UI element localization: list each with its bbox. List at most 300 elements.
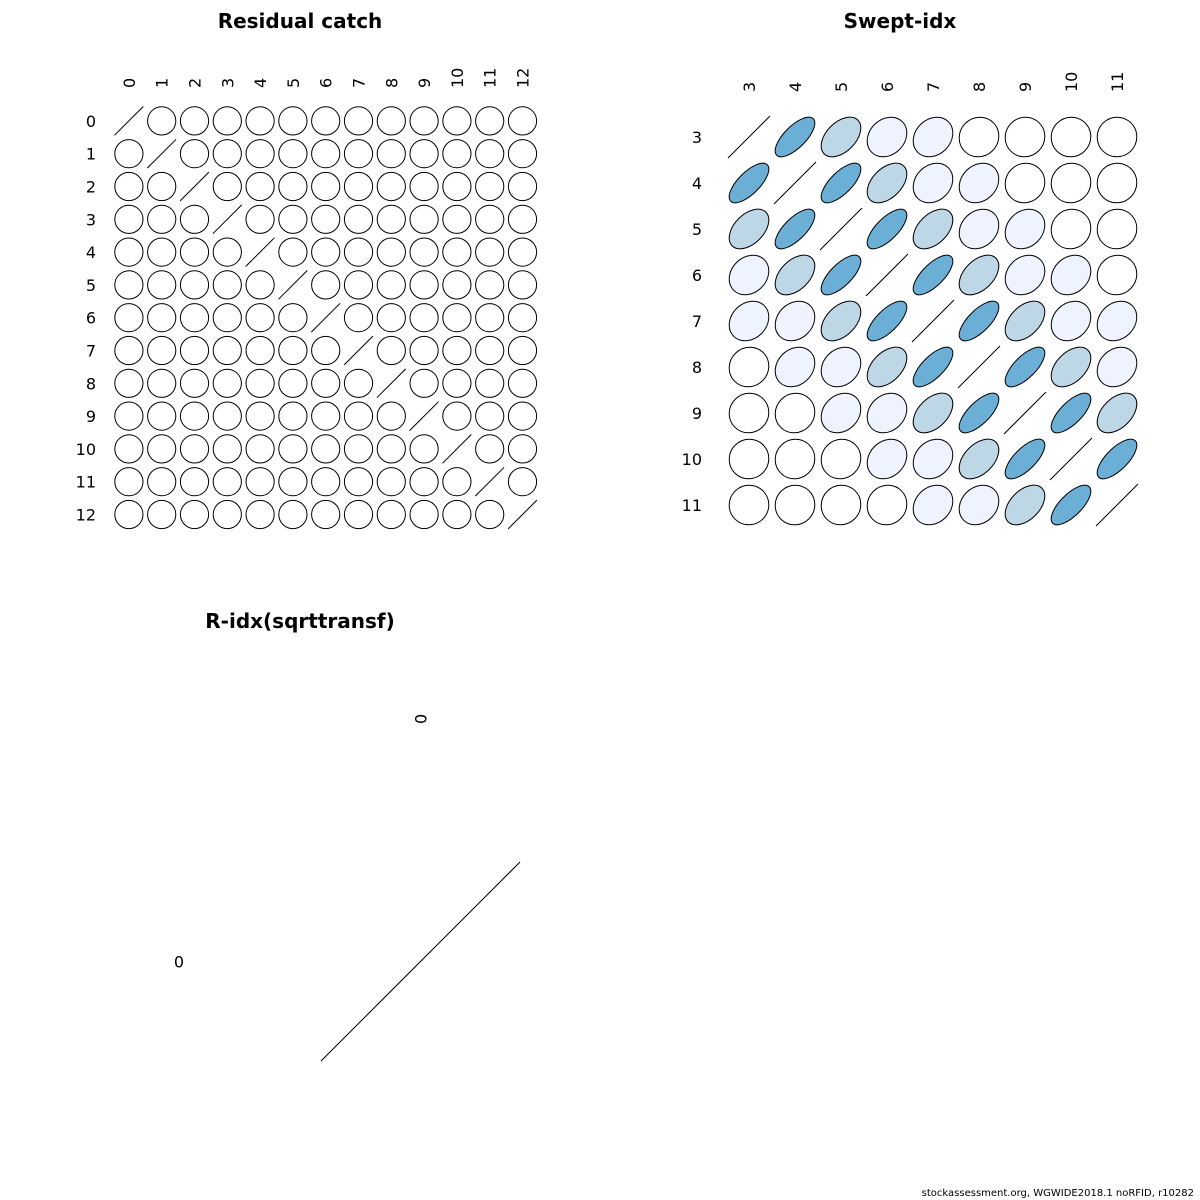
correlation-ellipse	[1089, 247, 1145, 303]
correlation-ellipse	[999, 341, 1051, 393]
correlation-ellipse	[1091, 433, 1143, 485]
correlation-ellipse	[951, 155, 1007, 211]
column-tick-label: 6	[878, 81, 897, 92]
correlation-ellipse	[109, 298, 149, 338]
diagonal-line	[377, 369, 406, 398]
correlation-ellipse	[470, 331, 510, 371]
row-tick-label: 6	[85, 308, 96, 328]
correlation-ellipse	[339, 462, 379, 502]
column-tick-label: 7	[924, 81, 943, 92]
correlation-ellipse	[503, 101, 543, 141]
column-tick-label: 10	[447, 67, 467, 88]
correlation-ellipse	[437, 134, 477, 174]
correlation-ellipse	[109, 363, 149, 403]
correlation-ellipse	[861, 203, 913, 255]
correlation-ellipse	[109, 495, 149, 535]
correlation-ellipse	[175, 101, 215, 141]
correlation-ellipse	[207, 396, 247, 436]
column-tick-label: 7	[349, 77, 369, 88]
column-tick-label: 10	[1062, 71, 1081, 92]
correlation-ellipse	[207, 495, 247, 535]
diagonal-line	[246, 238, 275, 267]
correlation-ellipse	[437, 199, 477, 239]
matrix-swept-idx	[682, 72, 1145, 533]
correlation-ellipse	[503, 396, 543, 436]
correlation-ellipse	[951, 201, 1007, 257]
correlation-ellipse	[273, 232, 313, 272]
correlation-ellipse	[437, 495, 477, 535]
correlation-ellipse	[470, 396, 510, 436]
correlation-ellipse	[951, 109, 1007, 165]
correlation-ellipse	[470, 199, 510, 239]
correlation-ellipse	[953, 295, 1005, 347]
correlation-ellipse	[371, 265, 411, 305]
correlation-ellipse	[470, 134, 510, 174]
correlation-ellipse	[860, 340, 914, 394]
diagonal-line	[321, 862, 520, 1061]
correlation-ellipse	[371, 462, 411, 502]
correlation-ellipse	[767, 477, 823, 533]
diagonal-line	[774, 162, 816, 204]
diagonal-line	[1096, 484, 1138, 526]
row-tick-label: 8	[85, 374, 96, 394]
correlation-ellipse	[339, 134, 379, 174]
correlation-ellipse	[997, 247, 1053, 303]
correlation-ellipse	[1043, 247, 1099, 303]
correlation-ellipse	[371, 429, 411, 469]
correlation-ellipse	[721, 339, 777, 395]
panel-title: Residual catch	[217, 9, 383, 33]
correlation-ellipse	[404, 495, 444, 535]
correlation-ellipse	[952, 248, 1006, 302]
correlation-ellipse	[109, 232, 149, 272]
correlation-ellipse	[404, 199, 444, 239]
correlation-ellipse	[207, 331, 247, 371]
correlation-ellipse	[371, 167, 411, 207]
correlation-ellipse	[503, 134, 543, 174]
column-tick-label: 0	[411, 713, 431, 724]
correlation-ellipse	[1089, 109, 1145, 165]
diagonal-line	[508, 500, 537, 529]
correlation-ellipse	[207, 265, 247, 305]
correlation-ellipse	[404, 101, 444, 141]
diagonal-line	[728, 116, 770, 158]
correlation-ellipse	[503, 429, 543, 469]
correlation-ellipse	[240, 134, 280, 174]
diagonal-line	[443, 435, 472, 464]
correlation-ellipse	[339, 363, 379, 403]
correlation-ellipse	[371, 298, 411, 338]
correlation-ellipse	[404, 265, 444, 305]
correlation-ellipse	[339, 232, 379, 272]
correlation-ellipse	[470, 232, 510, 272]
correlation-ellipse	[142, 462, 182, 502]
correlation-ellipse	[240, 199, 280, 239]
correlation-ellipse	[175, 134, 215, 174]
correlation-ellipse	[339, 265, 379, 305]
correlation-ellipse	[905, 155, 961, 211]
column-tick-label: 1	[152, 77, 172, 88]
correlation-ellipse	[721, 247, 777, 303]
correlation-ellipse	[142, 101, 182, 141]
correlation-ellipse	[142, 396, 182, 436]
correlation-ellipse	[721, 431, 777, 487]
correlation-ellipse	[404, 462, 444, 502]
correlation-ellipse	[371, 199, 411, 239]
panel-title: Swept-idx	[843, 9, 957, 33]
correlation-ellipse	[306, 429, 346, 469]
column-tick-label: 9	[1016, 81, 1035, 92]
correlation-ellipse	[175, 462, 215, 502]
row-tick-label: 3	[691, 128, 702, 147]
correlation-ellipse	[813, 431, 869, 487]
column-tick-label: 12	[513, 67, 533, 88]
correlation-ellipse	[1089, 155, 1145, 211]
correlation-ellipse	[306, 331, 346, 371]
correlation-ellipse	[1090, 386, 1144, 440]
column-tick-label: 0	[119, 77, 139, 88]
correlation-ellipse	[859, 477, 915, 533]
correlation-ellipse	[470, 429, 510, 469]
row-tick-label: 10	[75, 439, 96, 459]
correlation-ellipse	[273, 495, 313, 535]
correlation-ellipse	[470, 265, 510, 305]
correlation-ellipse	[767, 293, 823, 349]
row-tick-label: 8	[691, 358, 702, 377]
correlation-ellipse	[503, 199, 543, 239]
correlation-ellipse	[998, 478, 1052, 532]
correlation-ellipse	[240, 101, 280, 141]
diagonal-line	[958, 346, 1000, 388]
correlation-ellipse	[721, 293, 777, 349]
correlation-ellipse	[306, 265, 346, 305]
correlation-ellipse	[1043, 293, 1099, 349]
correlation-ellipse	[861, 295, 913, 347]
diagonal-line	[410, 402, 439, 431]
correlation-ellipse	[306, 495, 346, 535]
correlation-ellipse	[175, 429, 215, 469]
correlation-ellipse	[306, 199, 346, 239]
correlation-ellipse	[371, 101, 411, 141]
matrix-residual-catch	[76, 68, 543, 535]
row-tick-label: 6	[691, 266, 702, 285]
diagonal-line	[344, 336, 373, 365]
row-tick-label: 0	[85, 111, 96, 131]
correlation-ellipse	[859, 109, 915, 165]
correlation-ellipse	[769, 111, 821, 163]
correlation-ellipse	[142, 331, 182, 371]
correlation-ellipse	[404, 134, 444, 174]
correlation-ellipse	[722, 202, 776, 256]
column-tick-label: 3	[218, 77, 238, 88]
column-tick-label: 11	[1108, 71, 1127, 92]
correlation-ellipse	[905, 109, 961, 165]
correlation-ellipse	[207, 134, 247, 174]
correlation-ellipse	[404, 167, 444, 207]
correlation-ellipse	[503, 232, 543, 272]
correlation-ellipse	[1089, 201, 1145, 257]
diagonal-line	[475, 467, 504, 496]
correlation-ellipse	[175, 199, 215, 239]
column-tick-label: 9	[415, 77, 435, 88]
correlation-ellipse	[207, 101, 247, 141]
row-tick-label: 0	[173, 952, 184, 972]
row-tick-label: 9	[85, 407, 96, 427]
correlation-ellipse	[470, 495, 510, 535]
correlation-ellipse	[404, 298, 444, 338]
correlation-ellipse	[437, 396, 477, 436]
correlation-ellipse	[815, 157, 867, 209]
correlation-ellipse	[371, 396, 411, 436]
correlation-ellipse	[273, 331, 313, 371]
correlation-ellipse	[273, 101, 313, 141]
correlation-ellipse	[306, 363, 346, 403]
correlation-ellipse	[860, 156, 914, 210]
correlation-ellipse	[470, 101, 510, 141]
correlation-ellipse	[404, 363, 444, 403]
column-tick-label: 4	[251, 77, 271, 88]
correlation-ellipse	[815, 249, 867, 301]
correlation-ellipse	[339, 396, 379, 436]
row-tick-label: 7	[85, 341, 96, 361]
correlation-ellipse	[273, 199, 313, 239]
column-tick-label: 5	[832, 81, 851, 92]
diagonal-line	[279, 271, 308, 300]
correlation-ellipse	[1045, 387, 1097, 439]
correlation-ellipse	[769, 203, 821, 255]
correlation-ellipse	[142, 167, 182, 207]
correlation-ellipse	[1089, 293, 1145, 349]
correlation-ellipse	[1044, 340, 1098, 394]
correlation-ellipse	[813, 385, 869, 441]
correlation-ellipse	[437, 363, 477, 403]
correlation-ellipse	[404, 429, 444, 469]
correlation-ellipse	[306, 101, 346, 141]
row-tick-label: 7	[691, 312, 702, 331]
correlation-ellipse	[404, 232, 444, 272]
column-tick-label: 11	[480, 67, 500, 88]
correlation-ellipse	[470, 363, 510, 403]
row-tick-label: 5	[85, 275, 96, 295]
correlation-ellipse	[109, 331, 149, 371]
correlation-ellipse	[371, 134, 411, 174]
correlation-ellipse	[503, 331, 543, 371]
correlation-ellipse	[109, 199, 149, 239]
correlation-ellipse	[306, 167, 346, 207]
panel-r-idx	[174, 609, 520, 1061]
row-tick-label: 3	[85, 210, 96, 230]
column-tick-label: 6	[316, 77, 336, 88]
correlation-ellipse	[371, 331, 411, 371]
correlation-ellipse	[273, 167, 313, 207]
correlation-ellipse	[768, 248, 822, 302]
row-tick-label: 12	[75, 505, 96, 525]
correlation-ellipse	[952, 432, 1006, 486]
correlation-ellipse	[207, 363, 247, 403]
correlation-ellipse	[1045, 479, 1097, 531]
diagonal-line	[115, 107, 144, 136]
correlation-ellipse	[999, 433, 1051, 485]
diagonal-line	[147, 139, 176, 168]
correlation-ellipse	[1089, 339, 1145, 395]
correlation-ellipse	[240, 331, 280, 371]
correlation-ellipse	[859, 385, 915, 441]
correlation-ellipse	[1043, 109, 1099, 165]
correlation-ellipse	[437, 298, 477, 338]
correlation-ellipse	[997, 201, 1053, 257]
correlation-ellipse	[907, 249, 959, 301]
correlation-ellipse	[997, 109, 1053, 165]
correlation-ellipse	[142, 429, 182, 469]
correlation-ellipse	[404, 331, 444, 371]
diagonal-line	[1050, 438, 1092, 480]
row-tick-label: 4	[85, 243, 96, 263]
correlation-ellipse	[240, 462, 280, 502]
correlation-ellipse	[437, 265, 477, 305]
correlation-ellipse	[207, 232, 247, 272]
correlation-ellipse	[1043, 201, 1099, 257]
row-tick-label: 2	[85, 177, 96, 197]
column-tick-label: 3	[740, 81, 759, 92]
correlation-ellipse	[767, 339, 823, 395]
correlation-ellipse	[240, 167, 280, 207]
diagonal-line	[180, 172, 209, 201]
row-tick-label: 10	[681, 450, 702, 469]
diagonal-line	[820, 208, 862, 250]
correlation-ellipse	[721, 385, 777, 441]
correlation-ellipse	[273, 298, 313, 338]
correlation-ellipse	[142, 232, 182, 272]
correlation-ellipse	[109, 167, 149, 207]
footer-credit: stockassessment.org, WGWIDE2018.1 noRFID, r10282	[921, 1188, 1194, 1199]
row-tick-label: 9	[691, 404, 702, 423]
correlation-ellipse	[906, 386, 960, 440]
diagonal-line	[866, 254, 908, 296]
correlation-ellipse	[109, 396, 149, 436]
correlation-ellipse	[207, 429, 247, 469]
correlation-ellipse	[470, 167, 510, 207]
correlation-ellipse	[142, 265, 182, 305]
correlation-ellipse	[437, 232, 477, 272]
correlation-ellipse	[339, 495, 379, 535]
row-tick-label: 11	[681, 496, 702, 515]
correlation-ellipse	[339, 101, 379, 141]
correlation-ellipse	[905, 431, 961, 487]
column-tick-label: 2	[185, 77, 205, 88]
correlation-ellipse	[175, 495, 215, 535]
diagonal-line	[213, 205, 242, 234]
correlation-ellipse	[814, 294, 868, 348]
correlation-ellipse	[273, 134, 313, 174]
correlation-ellipse	[470, 298, 510, 338]
correlation-ellipse	[814, 110, 868, 164]
correlation-ellipse	[503, 167, 543, 207]
correlation-ellipse	[721, 477, 777, 533]
correlation-ellipse	[503, 265, 543, 305]
correlation-ellipse	[109, 265, 149, 305]
correlation-ellipse	[951, 477, 1007, 533]
correlation-ellipse	[175, 232, 215, 272]
correlation-ellipse	[240, 363, 280, 403]
correlation-ellipse	[207, 298, 247, 338]
column-tick-label: 4	[786, 81, 805, 92]
column-tick-label: 8	[382, 77, 402, 88]
correlation-ellipse	[109, 462, 149, 502]
row-tick-label: 1	[85, 144, 96, 164]
correlation-ellipse	[339, 199, 379, 239]
correlation-ellipse	[109, 134, 149, 174]
correlation-ellipse	[142, 298, 182, 338]
correlation-ellipse	[175, 298, 215, 338]
column-tick-label: 8	[970, 81, 989, 92]
correlation-ellipse	[339, 298, 379, 338]
correlation-ellipse	[437, 331, 477, 371]
correlation-ellipse	[767, 431, 823, 487]
correlation-ellipse	[306, 232, 346, 272]
correlation-ellipse	[905, 477, 961, 533]
correlation-ellipse	[907, 341, 959, 393]
correlation-ellipse	[142, 495, 182, 535]
correlation-ellipse	[339, 429, 379, 469]
correlation-ellipse	[437, 101, 477, 141]
correlation-ellipse	[437, 167, 477, 207]
row-tick-label: 4	[691, 174, 702, 193]
diagonal-line	[311, 303, 340, 332]
correlation-ellipse	[273, 429, 313, 469]
correlation-ellipse	[175, 363, 215, 403]
row-tick-label: 5	[691, 220, 702, 239]
correlation-ellipse	[1043, 155, 1099, 211]
correlation-ellipse	[767, 385, 823, 441]
correlation-ellipse	[306, 134, 346, 174]
correlation-ellipse	[723, 157, 775, 209]
correlation-ellipse	[906, 202, 960, 256]
correlation-ellipse	[306, 396, 346, 436]
correlation-ellipse	[371, 232, 411, 272]
correlation-ellipse	[273, 363, 313, 403]
column-tick-label: 5	[283, 77, 303, 88]
correlation-ellipse	[240, 495, 280, 535]
correlation-ellipse	[813, 477, 869, 533]
correlation-ellipse	[437, 462, 477, 502]
correlation-ellipse	[175, 265, 215, 305]
correlation-ellipse	[273, 396, 313, 436]
panel-title: R-idx(sqrttransf)	[205, 609, 395, 633]
row-tick-label: 11	[75, 472, 96, 492]
correlation-ellipse	[503, 298, 543, 338]
panel-residual-catch	[76, 9, 543, 534]
correlation-ellipse	[240, 298, 280, 338]
correlation-ellipse	[339, 167, 379, 207]
diagonal-line	[912, 300, 954, 342]
correlation-ellipse	[503, 462, 543, 502]
correlation-ellipse	[273, 462, 313, 502]
correlation-ellipse	[175, 396, 215, 436]
correlation-ellipse	[859, 431, 915, 487]
correlation-ellipse	[142, 363, 182, 403]
correlation-ellipse	[953, 387, 1005, 439]
diagonal-line	[1004, 392, 1046, 434]
correlation-ellipse	[503, 363, 543, 403]
correlation-ellipse	[175, 331, 215, 371]
correlation-ellipse	[109, 429, 149, 469]
correlation-ellipse	[240, 265, 280, 305]
correlation-ellipse	[997, 155, 1053, 211]
correlation-ellipse	[306, 462, 346, 502]
correlation-ellipse	[371, 495, 411, 535]
correlation-ellipse	[998, 294, 1052, 348]
panel-swept-idx	[682, 9, 1145, 533]
